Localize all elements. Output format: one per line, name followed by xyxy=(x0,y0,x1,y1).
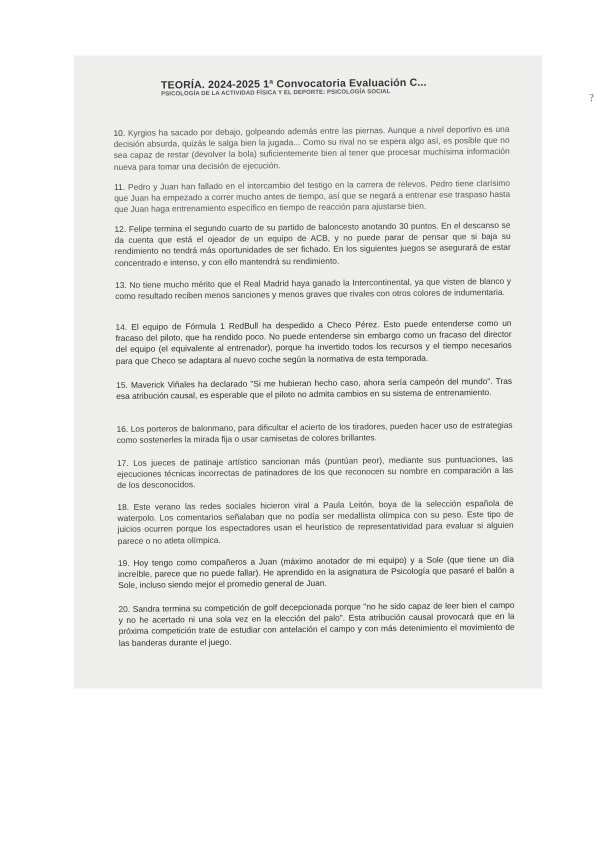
question-text: Maverick Viñales ha declarado "Si me hubieran hecho caso, ahora sería campeón del mundo". Tras esa atribución causal, es esperable que el piloto no admita cambios en su sistema de entrenamiento. xyxy=(116,375,513,402)
question-12 xyxy=(114,220,510,269)
question-11 xyxy=(114,178,510,216)
exam-sheet xyxy=(74,56,542,688)
question-number: 16. xyxy=(116,423,129,435)
question-text: Kyrgios ha sacado por debajo, golpeando además entre las piernas. Aunque a nivel deportivo es una decisión absurda, quizás le salga bien la jugada... Como su rival no se espera algo así, es posible que no sea capaz de restar (devolver la bola) suficientemente bien al tener que procesar muchísima información nueva para tomar una decisión de ejecución. xyxy=(113,123,510,172)
question-number: 14. xyxy=(115,321,128,333)
exam-header xyxy=(161,76,541,98)
question-text: Los porteros de balonmano, para dificultar el acierto de los tiradores, pueden hacer uso de estrategias como sostenerles la mirada fija o usar camisetas de colores brillantes. xyxy=(116,419,513,446)
question-text: Pedro y Juan han fallado en el intercambio del testigo en la carrera de relevos. Pedro tiene clarísimo que Juan ha empezado a correr mucho antes de tiempo, así que se negará a entrenar ese traspaso hasta que Juan haga entrenamiento específico en tiempo de reacción para ajustarse bien. xyxy=(114,177,511,215)
question-text: No tiene mucho mérito que el Real Madrid haya ganado la Intercontinental, ya que visten de blanco y como resultado reciben menos sanciones y menos graves que rivales con otros colores de indumentaria. xyxy=(115,275,512,302)
question-number: 11. xyxy=(113,181,126,193)
question-number: 12. xyxy=(114,223,127,235)
question-text: Sandra termina su competición de golf decepcionada porque "no he sido capaz de leer bien el campo y no he acertado ni una sola vez en la elección del palo". Esta atribución causal provocará que en la próxima competición trate de estudiar con antelación el campo y con más detenimiento el movimiento de las banderas durante el juego. xyxy=(118,599,515,648)
question-10 xyxy=(113,124,509,173)
question-number: 19. xyxy=(117,557,130,568)
question-number: 10. xyxy=(113,127,126,139)
question-number: 17. xyxy=(116,457,129,469)
question-number: 18. xyxy=(117,501,130,513)
exam-title: TEORÍA. 2024-2025 1ª Convocatoria Evaluación C... xyxy=(160,76,427,92)
question-text: Los jueces de patinaje artístico sancionan más (puntúan peor), mediante sus puntuaciones, las ejecuciones técnicas incorrectas de patinadores de los que reconocen su nombre en comparación a las de los desconocidos. xyxy=(117,453,514,491)
question-text: Este verano las redes sociales hicieron viral a Paula Leitón, boya de la selección española de waterpolo. Los comentarios señalaban que no podía ser medallista olímpica con su peso. Este tipo de juicios ocurren porque los espectadores usan el heurístico de representatividad para evaluar si alguien parece o no atleta olímpica. xyxy=(117,497,514,546)
question-13 xyxy=(115,276,511,303)
question-18 xyxy=(117,498,513,547)
question-text: Felipe termina el segundo cuarto de su partido de baloncesto anotando 30 puntos. En el descanso se da cuenta que está el ojeador de un equipo de ACB, y no puede parar de pensar que si baja su rendimiento no tendrá más oportunidades de ser fichado. En los siguientes juegos se asegurará de estar concentrado e intenso, y con ello mantendrá su rendimiento. xyxy=(114,219,511,268)
question-number: 13. xyxy=(115,279,127,291)
question-15 xyxy=(116,376,512,403)
question-number: 20. xyxy=(118,603,131,614)
question-20 xyxy=(118,600,514,649)
question-16 xyxy=(117,420,513,447)
question-17 xyxy=(117,454,513,492)
exam-subtitle: PSICOLOGÍA DE LA ACTIVIDAD FÍSICA Y EL DEPORTE: PSICOLOGÍA SOCIAL xyxy=(161,89,391,98)
question-19 xyxy=(118,554,514,592)
question-number: 15. xyxy=(116,379,128,391)
question-text: Hoy tengo como compañeros a Juan (máximo anotador de mi equipo) y a Sole (que tiene un día increíble, parece que no puede fallar). He aprendido en la asignatura de Psicología que pasaré el balón a Sole, incluso siendo mejor el promedio general de Juan. xyxy=(118,553,515,591)
question-14 xyxy=(115,318,511,367)
exam-sheet-content xyxy=(74,56,542,688)
question-text: El equipo de Fórmula 1 RedBull ha despedido a Checo Pérez. Esto puede entenderse como un fracaso del piloto, que ha rendido poco. No puede entenderse sin embargo como un fracaso del director del equipo (el equivalente al entrenador), porque ha invertido todos los recursos y el tiempo necesarios para que Checo se adaptara al nuevo coche según la normativa de esta temporada. xyxy=(115,317,512,366)
corner-mark: ? xyxy=(589,92,594,104)
